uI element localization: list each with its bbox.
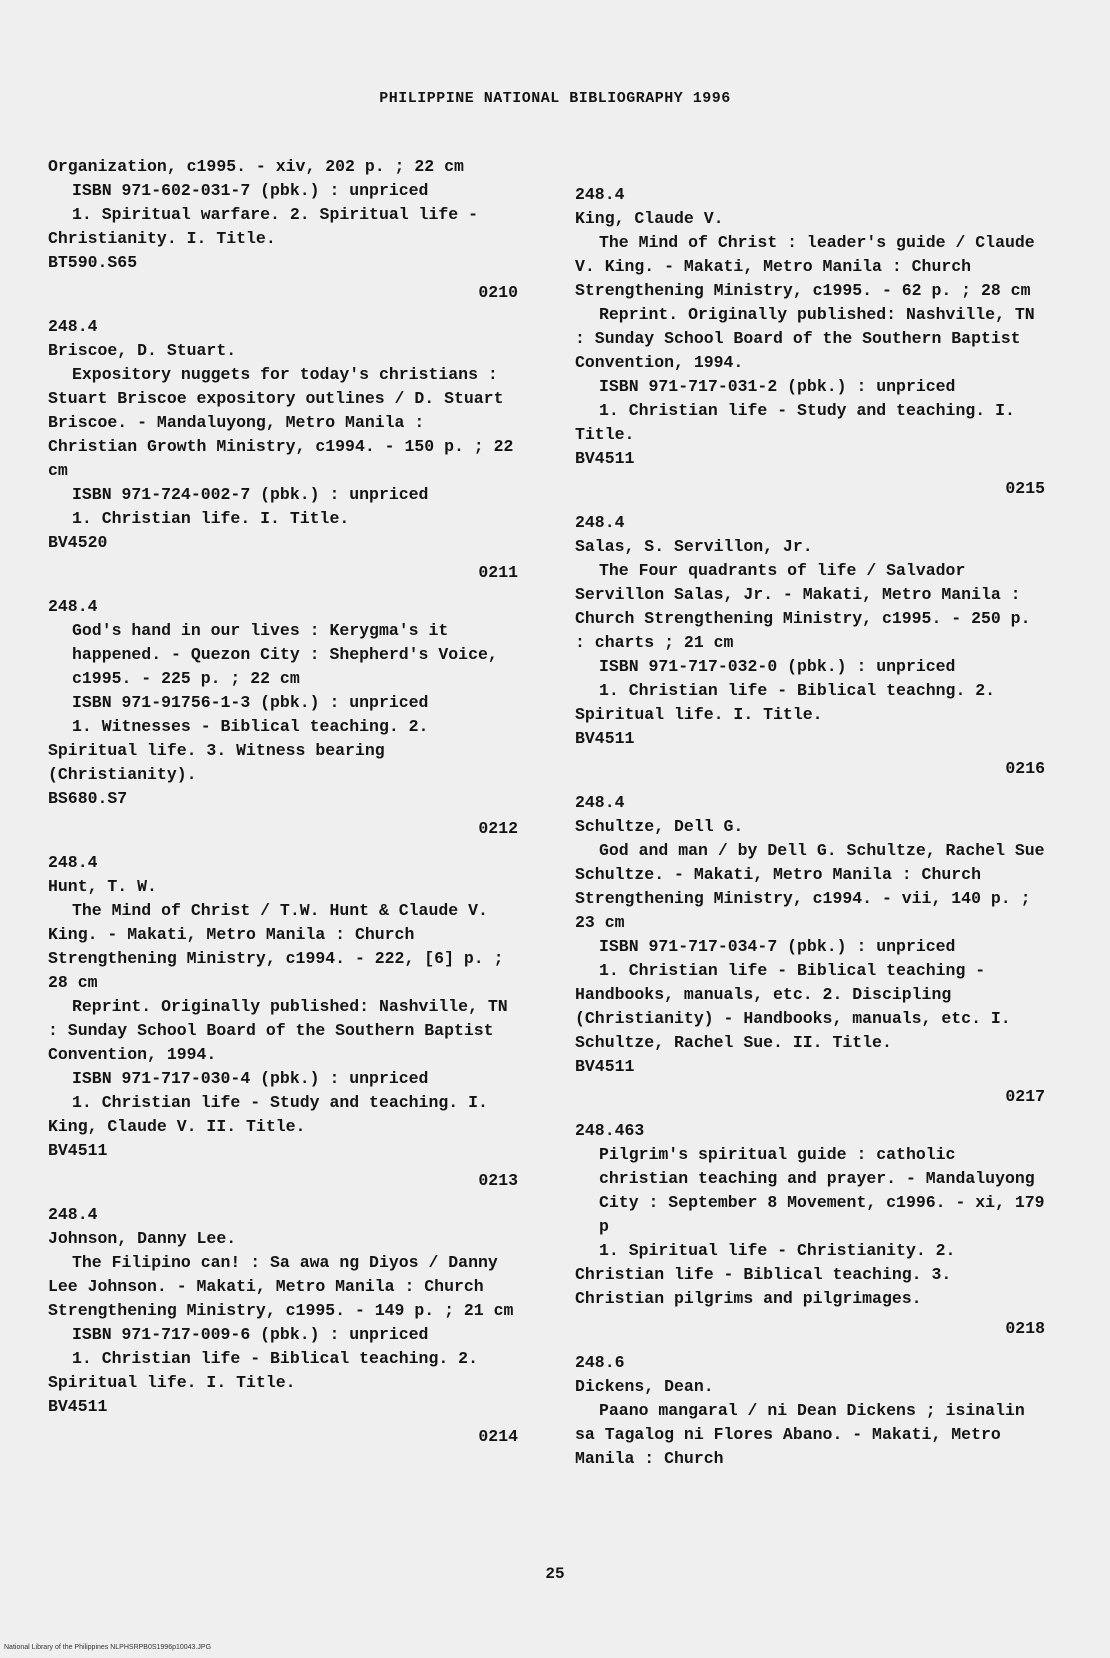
bibliography-entry bbox=[48, 155, 518, 305]
bibliography-entry bbox=[48, 315, 518, 585]
entry-line: BV4511 bbox=[575, 449, 635, 468]
entry-line: ISBN 971-717-030-4 (pbk.) : unpriced bbox=[72, 1069, 429, 1088]
entry-line: The Four quadrants of life / Salvador Servillon Salas, Jr. - Makati, Metro Manila : Church Strengthening Ministry, c1995. - 250 p. : charts ; 21 cm bbox=[575, 561, 1031, 652]
bibliography-entry bbox=[48, 595, 518, 841]
entry-number: 0210 bbox=[478, 283, 518, 302]
entry-line: Pilgrim's spiritual guide : catholic christian teaching and prayer. - Mandaluyong City : September 8 Movement, c1996. - xi, 179 p bbox=[599, 1145, 1045, 1236]
entry-line: BS680.S7 bbox=[48, 789, 128, 808]
entry-line: God's hand in our lives : Kerygma's it happened. - Quezon City : Shepherd's Voice, c1995. - 225 p. ; 22 cm bbox=[72, 621, 498, 688]
entry-line: God and man / by Dell G. Schultze, Rachel Sue Schultze. - Makati, Metro Manila : Church Strengthening Ministry, c1994. - vii, 140 p. ; 23 cm bbox=[575, 841, 1045, 932]
bibliography-entry bbox=[575, 1351, 1045, 1471]
entry-line: Dickens, Dean. bbox=[575, 1377, 714, 1396]
entry-line: 1. Spiritual life - Christianity. 2. Christian life - Biblical teaching. 3. Christian pilgrims and pilgrimages. bbox=[575, 1241, 956, 1308]
entry-line: 1. Witnesses - Biblical teaching. 2. Spiritual life. 3. Witness bearing (Christianity). bbox=[48, 717, 429, 784]
entry-line: BV4511 bbox=[575, 1057, 635, 1076]
entry-line: The Filipino can! : Sa awa ng Diyos / Danny Lee Johnson. - Makati, Metro Manila : Church Strengthening Ministry, c1995. - 149 p. ; 21 cm bbox=[48, 1253, 514, 1320]
entry-line: Salas, S. Servillon, Jr. bbox=[575, 537, 813, 556]
entry-line: ISBN 971-91756-1-3 (pbk.) : unpriced bbox=[72, 693, 429, 712]
entry-line: ISBN 971-724-002-7 (pbk.) : unpriced bbox=[72, 485, 429, 504]
entry-line: BT590.S65 bbox=[48, 253, 138, 272]
entry-line: The Mind of Christ / T.W. Hunt & Claude V. King. - Makati, Metro Manila : Church Strengthening Ministry, c1994. - 222, [6] p. ; 28 cm bbox=[48, 901, 504, 992]
left-column bbox=[48, 155, 518, 1459]
entry-line: 1. Christian life - Biblical teaching - Handbooks, manuals, etc. 2. Discipling (Christianity) - Handbooks, manuals, etc. I. Schultze, Rachel Sue. II. Title. bbox=[575, 961, 1011, 1052]
right-column bbox=[575, 183, 1045, 1481]
entry-number: 0214 bbox=[478, 1427, 518, 1446]
bibliography-entry bbox=[575, 511, 1045, 781]
bibliography-entry bbox=[48, 851, 518, 1193]
entry-line: Organization, c1995. - xiv, 202 p. ; 22 cm bbox=[48, 157, 464, 176]
entry-line: 248.4 bbox=[48, 1205, 98, 1224]
bibliography-entry bbox=[48, 1203, 518, 1449]
entry-line: 248.4 bbox=[575, 513, 625, 532]
entry-line: 1. Christian life - Biblical teachng. 2. Spiritual life. I. Title. bbox=[575, 681, 996, 724]
entry-line: 1. Christian life - Biblical teaching. 2. Spiritual life. I. Title. bbox=[48, 1349, 478, 1392]
page-number: 25 bbox=[545, 1565, 565, 1583]
entry-line: 248.463 bbox=[575, 1121, 645, 1140]
entry-number: 0218 bbox=[1005, 1319, 1045, 1338]
entry-number: 0212 bbox=[478, 819, 518, 838]
entry-line: 248.4 bbox=[48, 317, 98, 336]
bibliography-entry bbox=[575, 1119, 1045, 1341]
entry-line: Paano mangaral / ni Dean Dickens ; isinalin sa Tagalog ni Flores Abano. - Makati, Metro Manila : Church bbox=[575, 1401, 1025, 1468]
entry-number: 0215 bbox=[1005, 479, 1045, 498]
entry-line: 248.4 bbox=[575, 793, 625, 812]
page-header: PHILIPPINE NATIONAL BIBLIOGRAPHY 1996 bbox=[379, 90, 731, 107]
entry-line: ISBN 971-602-031-7 (pbk.) : unpriced bbox=[72, 181, 429, 200]
entry-line: BV4511 bbox=[48, 1397, 108, 1416]
entry-line: 1. Christian life - Study and teaching. I. King, Claude V. II. Title. bbox=[48, 1093, 488, 1136]
entry-line: 248.4 bbox=[48, 597, 98, 616]
entry-line: ISBN 971-717-009-6 (pbk.) : unpriced bbox=[72, 1325, 429, 1344]
entry-line: 248.6 bbox=[575, 1353, 625, 1372]
entry-line: 1. Spiritual warfare. 2. Spiritual life - Christianity. I. Title. bbox=[48, 205, 478, 248]
entry-line: ISBN 971-717-034-7 (pbk.) : unpriced bbox=[599, 937, 956, 956]
entry-line: Expository nuggets for today's christians : Stuart Briscoe expository outlines / D. Stuart Briscoe. - Mandaluyong, Metro Manila : Christian Growth Ministry, c1994. - 150 p. ; 22 cm bbox=[48, 365, 514, 480]
entry-number: 0211 bbox=[478, 563, 518, 582]
entry-line: BV4520 bbox=[48, 533, 108, 552]
entry-line: BV4511 bbox=[575, 729, 635, 748]
entry-number: 0213 bbox=[478, 1171, 518, 1190]
entry-line: 1. Christian life - Study and teaching. I. Title. bbox=[575, 401, 1015, 444]
entry-line: Hunt, T. W. bbox=[48, 877, 157, 896]
entry-line: 248.4 bbox=[575, 185, 625, 204]
entry-line: ISBN 971-717-031-2 (pbk.) : unpriced bbox=[599, 377, 956, 396]
entry-line: King, Claude V. bbox=[575, 209, 724, 228]
entry-line: Reprint. Originally published: Nashville, TN : Sunday School Board of the Southern Baptist Convention, 1994. bbox=[48, 997, 508, 1064]
bibliography-entry bbox=[575, 791, 1045, 1109]
entry-number: 0216 bbox=[1005, 759, 1045, 778]
entry-line: The Mind of Christ : leader's guide / Claude V. King. - Makati, Metro Manila : Church Strengthening Ministry, c1995. - 62 p. ; 28 cm bbox=[575, 233, 1035, 300]
scan-footer: National Library of the Philippines NLPHSRPB0S1996p10043.JPG bbox=[4, 1644, 212, 1651]
entry-line: 248.4 bbox=[48, 853, 98, 872]
entry-line: Schultze, Dell G. bbox=[575, 817, 744, 836]
entry-line: ISBN 971-717-032-0 (pbk.) : unpriced bbox=[599, 657, 956, 676]
entry-line: 1. Christian life. I. Title. bbox=[72, 509, 350, 528]
bibliography-entry bbox=[575, 183, 1045, 501]
entry-number: 0217 bbox=[1005, 1087, 1045, 1106]
entry-line: Reprint. Originally published: Nashville, TN : Sunday School Board of the Southern Baptist Convention, 1994. bbox=[575, 305, 1035, 372]
entry-line: Johnson, Danny Lee. bbox=[48, 1229, 237, 1248]
entry-line: BV4511 bbox=[48, 1141, 108, 1160]
entry-line: Briscoe, D. Stuart. bbox=[48, 341, 237, 360]
